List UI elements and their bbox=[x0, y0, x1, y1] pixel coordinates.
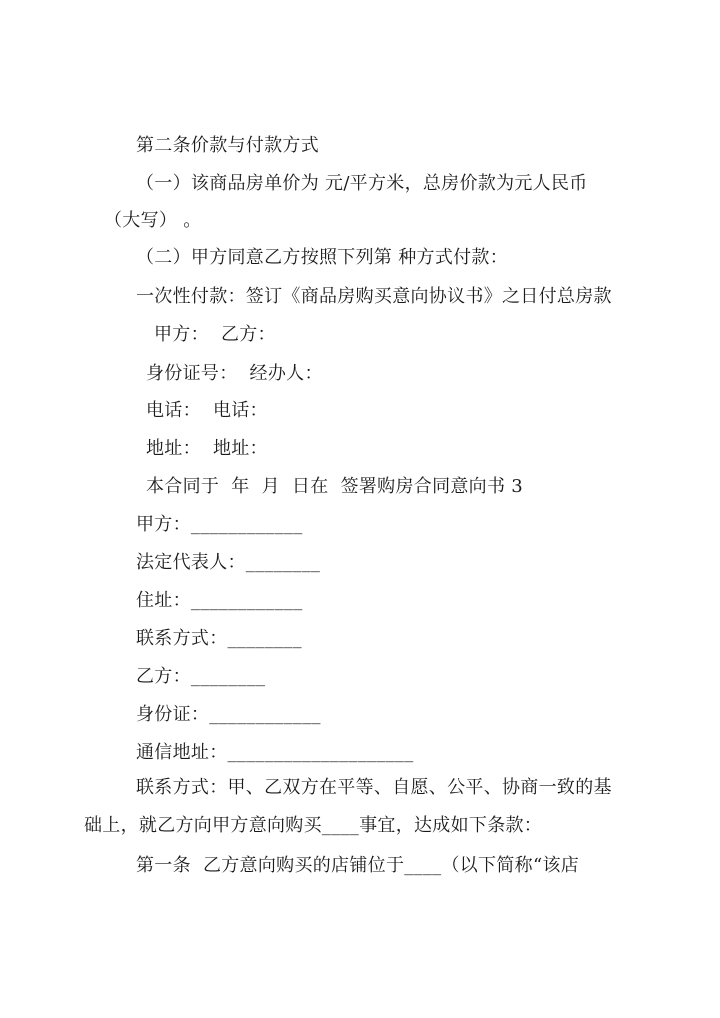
form-field-line: 通信地址：____________________ bbox=[136, 742, 414, 763]
clause-line: （二）甲方同意乙方按照下列第 种方式付款： bbox=[136, 247, 509, 268]
body-paragraph-line: 联系方式：甲、乙双方在平等、自愿、公平、协商一致的基 bbox=[136, 777, 612, 798]
form-field-line: 乙方：________ bbox=[136, 666, 266, 687]
clause-line: （一）该商品房单价为 元/平方米，总房价款为元人民币 bbox=[136, 173, 588, 194]
party-line: 身份证号： 经办人： bbox=[146, 363, 323, 384]
form-field-line: 法定代表人：________ bbox=[136, 552, 321, 573]
signing-line: 本合同于 年 月 日在 签署购房合同意向书 3 bbox=[146, 476, 524, 497]
form-field-line: 身份证：____________ bbox=[136, 704, 321, 725]
clause-line: （大写） 。 bbox=[104, 210, 202, 231]
party-line: 地址： 地址： bbox=[146, 438, 268, 459]
party-line: 甲方： 乙方： bbox=[154, 324, 276, 345]
article-heading: 第二条价款与付款方式 bbox=[136, 135, 319, 156]
form-field-line: 甲方：____________ bbox=[136, 514, 303, 535]
party-line: 电话： 电话： bbox=[146, 400, 268, 421]
clause-line: 一次性付款：签订《商品房购买意向协议书》之日付总房款 bbox=[136, 286, 612, 307]
body-paragraph-line: 础上，就乙方向甲方意向购买____事宜，达成如下条款： bbox=[84, 815, 543, 836]
body-paragraph-line: 第一条 乙方意向购买的店铺位于____（以下简称“该店 bbox=[136, 855, 580, 876]
form-field-line: 联系方式：________ bbox=[136, 628, 302, 649]
form-field-line: 住址：____________ bbox=[136, 590, 303, 611]
